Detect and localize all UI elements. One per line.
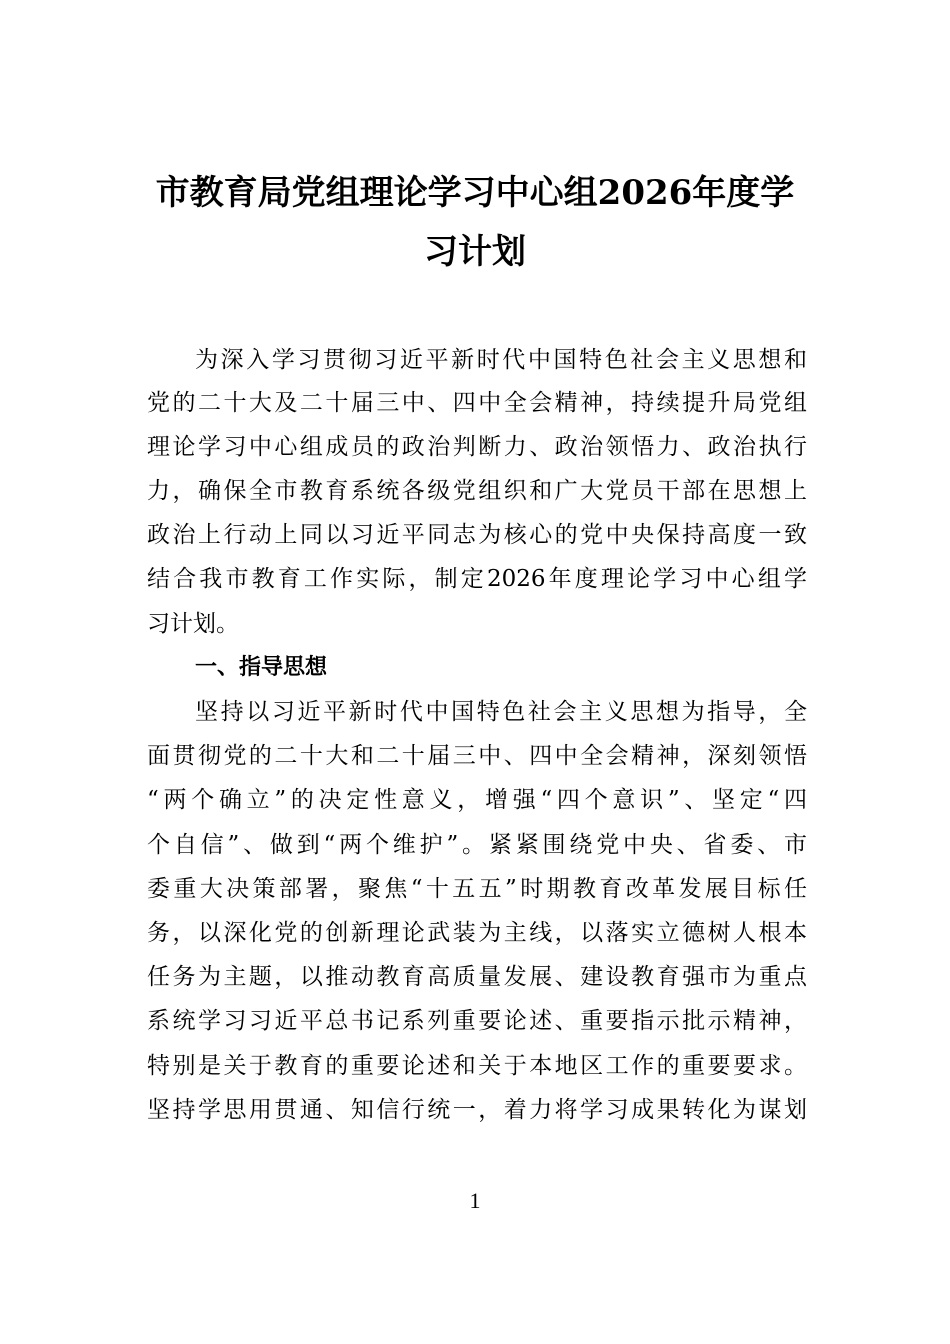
section-heading: 一、指导思想: [195, 655, 328, 680]
section-line: 坚持以习近平新时代中国特色社会主义思想为指导，全: [195, 699, 807, 725]
section-line: 面贯彻党的二十大和二十届三中、四中全会精神，深刻领悟: [147, 743, 807, 769]
intro-line: 习计划。: [147, 611, 239, 637]
document-title: 市教育局党组理论学习中心组2026年度学习计划: [155, 173, 795, 272]
section-line: “两个确立”的决定性意义，增强“四个意识”、坚定“四: [147, 787, 807, 813]
intro-line: 政治上行动上同以习近平同志为核心的党中央保持高度一致: [147, 522, 807, 548]
section-line: 个自信”、做到“两个维护”。紧紧围绕党中央、省委、市: [147, 832, 807, 858]
intro-line: 为深入学习贯彻习近平新时代中国特色社会主义思想和: [195, 347, 807, 373]
page-number: 1: [469, 1188, 481, 1213]
section-line: 委重大决策部署，聚焦“十五五”时期教育改革发展目标任: [147, 876, 807, 902]
intro-line: 力，确保全市教育系统各级党组织和广大党员干部在思想上: [147, 478, 807, 504]
intro-line: 结合我市教育工作实际，制定2026年度理论学习中心组学: [147, 566, 807, 592]
section-line: 特别是关于教育的重要论述和关于本地区工作的重要要求。: [147, 1053, 807, 1079]
section-line: 系统学习习近平总书记系列重要论述、重要指示批示精神，: [147, 1008, 807, 1034]
intro-line: 理论学习中心组成员的政治判断力、政治领悟力、政治执行: [147, 434, 807, 460]
section-line: 坚持学思用贯通、知信行统一，着力将学习成果转化为谋划: [147, 1097, 807, 1123]
section-line: 任务为主题，以推动教育高质量发展、建设教育强市为重点: [147, 964, 807, 990]
intro-line: 党的二十大及二十届三中、四中全会精神，持续提升局党组: [147, 390, 807, 416]
section-line: 务，以深化党的创新理论武装为主线，以落实立德树人根本: [147, 920, 807, 946]
